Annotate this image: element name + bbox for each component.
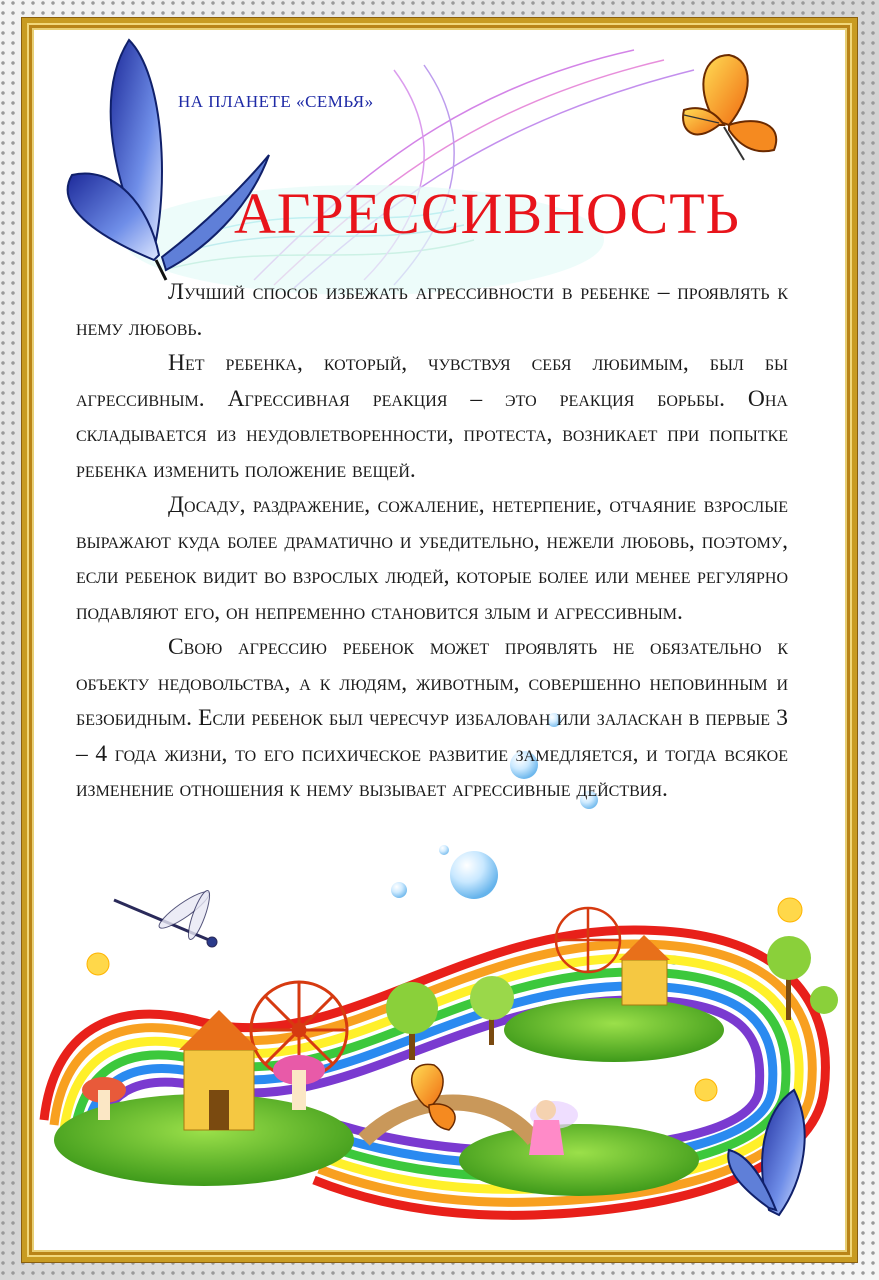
- poster-sheet: [34, 30, 845, 1250]
- orange-butterfly: [683, 55, 776, 160]
- paragraph-1: Лучший способ избежать агрессивности в ребенке – проявлять к нему любовь.: [76, 279, 788, 341]
- ferris-wheel-small: [556, 908, 620, 972]
- island-right: [504, 998, 724, 1062]
- paragraph-4: Свою агрессию ребенок может проявлять не обязательно к объекту недовольства, а к людям, животным, совершенно неповинным и безобидным. Если ребенок был чересчур избалован или заласкан в первые 3 – 4 года жизни, то его психическое развитие замедляется, и тогда всякое изменение отношения к нему вызывает агрессивные действия.: [76, 634, 788, 802]
- page-title: АГРЕССИВНОСТЬ: [234, 181, 740, 246]
- paragraph-3: Досаду, раздражение, сожаление, нетерпение, отчаяние взрослые выражают куда более драматично и убедительно, нежели любовь, поэтому, если ребенок видит во взрослых людей, которые более или менее регулярно подавляют его, он непременно становится злым и агрессивным.: [76, 492, 788, 625]
- dragonfly: [114, 887, 217, 947]
- subtitle: НА ПЛАНЕТЕ «СЕМЬЯ»: [178, 92, 374, 111]
- article-text: [76, 275, 788, 808]
- paragraph-2: Нет ребенка, который, чувствуя себя любимым, был бы агрессивным. Агрессивная реакция – это реакция борьбы. Она складывается из неудовлетворенности, протеста, возникает при попытке ребенка изменить положение вещей.: [76, 350, 788, 483]
- island-bottom: [459, 1124, 699, 1196]
